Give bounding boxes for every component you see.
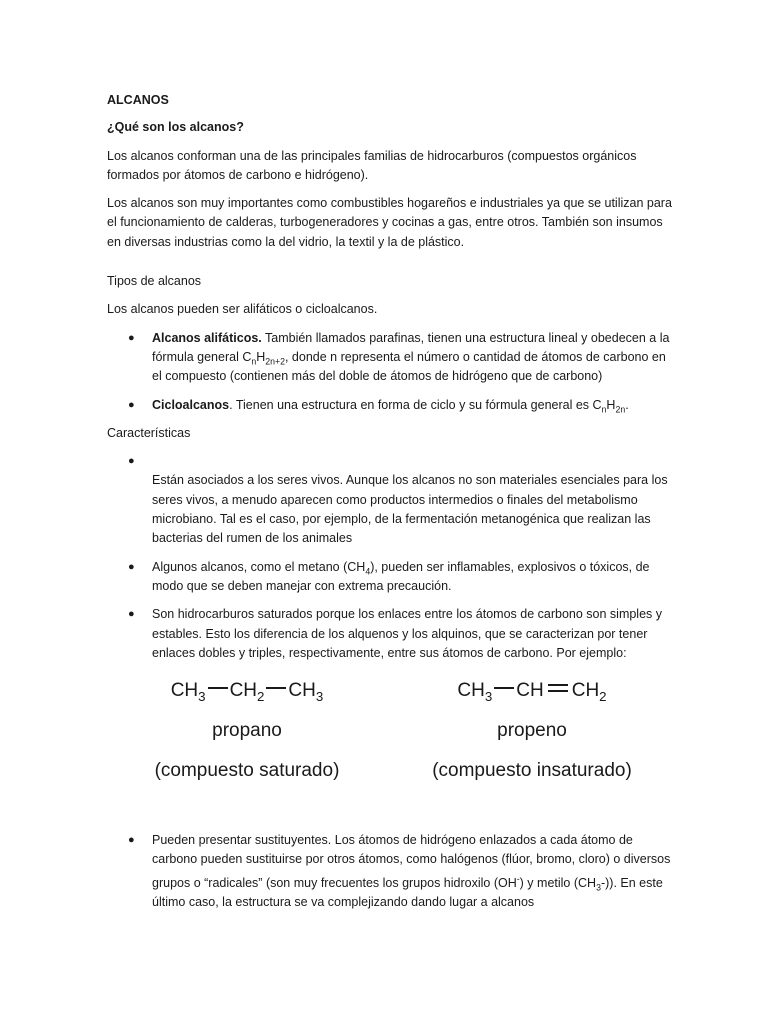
- propano-structure: [142, 679, 352, 783]
- propeno-structure: [417, 679, 647, 783]
- list-item: [107, 396, 672, 415]
- bullet-icon: ●: [128, 398, 135, 411]
- bullet-icon: ●: [128, 455, 135, 468]
- intro-paragraph-2: Los alcanos son muy importantes como combustibles hogareños e industriales ya que se utilizan para el funcionamiento de calderas, turbogeneradores y cocinas a gas, entre otros. También son insumos en diversas industrias como la del vidrio, la textil y la de plástico.: [107, 196, 672, 249]
- list-item: [107, 452, 672, 548]
- tipos-heading: Tipos de alcanos: [107, 274, 202, 289]
- single-bond: [208, 687, 228, 689]
- tipos-list: [107, 329, 672, 415]
- formula-subscript: 2n+2: [265, 356, 285, 367]
- bullet-icon: ●: [128, 560, 135, 573]
- bullet-icon: ●: [128, 834, 135, 847]
- cicloalcanos-term: Cicloalcanos: [152, 397, 230, 412]
- document-heading: ALCANOS: [107, 93, 169, 107]
- formula-h: H: [256, 349, 266, 364]
- formula-subscript: n: [601, 404, 607, 415]
- alifaticos-text-end: , donde n representa el número o cantidad de átomos de carbono en el compuesto (contienen más del doble de átomos de hidrógeno que de carbono): [152, 349, 666, 384]
- caracteristica-1-text: Están asociados a los seres vivos. Aunque los alcanos no son materiales esenciales para los seres vivos, a menudo aparecen como productos intermedios o finales del metabolismo microbiano. Tal es el caso, por ejemplo, de la fermentación metanogénica que realizan las bacterias del rumen de los animales: [152, 473, 668, 546]
- caracteristica-2-text-end: ), pueden ser inflamables, explosivos o tóxicos, de modo que se deben manejar con extrema precaución.: [152, 559, 650, 593]
- single-bond: [266, 687, 286, 689]
- propano-name: propano: [212, 720, 282, 742]
- formula-subscript: 3: [596, 882, 601, 893]
- caracteristica-2-text: Algunos alcanos, como el metano (CH: [152, 559, 366, 574]
- double-bond: [548, 684, 568, 692]
- propano-caption: (compuesto saturado): [154, 760, 340, 782]
- propeno-name: propeno: [497, 720, 567, 742]
- formula-subscript: n: [251, 356, 257, 367]
- intro-paragraph-1: Los alcanos conforman una de las principales familias de hidrocarburos (compuestos orgánicos formados por átomos de carbono e hidrógeno).: [107, 148, 637, 182]
- propeno-caption: (compuesto insaturado): [432, 760, 632, 782]
- caracteristica-4-text-end: -)). En este último caso, la estructura se va complejizando dando lugar a alcanos: [152, 875, 663, 910]
- caracteristicas-list-continued: [107, 831, 672, 912]
- formula-subscript: 4: [365, 566, 371, 577]
- single-bond: [494, 687, 514, 689]
- formula-end: .: [625, 397, 629, 412]
- tipos-intro: Los alcanos pueden ser alifáticos o cicloalcanos.: [107, 302, 378, 317]
- caracteristica-3-text: Son hidrocarburos saturados porque los enlaces entre los átomos de carbono son simples y estables. Esto los diferencia de los alquenos y los alquinos, que se caracterizan por tener enlaces dobles y triples, respectivamente, entre sus átomos de carbono. Por ejemplo:: [152, 607, 663, 660]
- propano-formula: $CH_3$ $CH_2$ $CH_3$: [170, 680, 324, 704]
- list-item: [107, 605, 672, 663]
- bullet-icon: ●: [128, 331, 135, 344]
- caracteristicas-heading: Características: [107, 425, 191, 440]
- document-body: [107, 91, 672, 912]
- propeno-formula: $CH_3$ CH $CH_2$: [457, 680, 607, 704]
- formula-subscript: 2n: [615, 404, 626, 415]
- list-item: [107, 558, 672, 597]
- bullet-icon: ●: [128, 608, 135, 621]
- formula-h: H: [606, 397, 616, 412]
- caracteristicas-list: [107, 452, 672, 663]
- formula-superscript: -: [516, 873, 520, 884]
- cicloalcanos-text: . Tienen una estructura en forma de ciclo y su fórmula general es C: [229, 397, 602, 412]
- question-heading: ¿Qué son los alcanos?: [107, 120, 244, 135]
- formulas-figure: [67, 679, 677, 809]
- list-item: [107, 831, 672, 912]
- alifaticos-term: Alcanos alifáticos.: [152, 330, 262, 345]
- alifaticos-text: También llamados parafinas, tienen una estructura lineal y obedecen a la fórmula general C: [152, 330, 670, 364]
- caracteristica-4-text-mid: ) y metilo (CH: [519, 875, 597, 890]
- caracteristica-4-text: Pueden presentar sustituyentes. Los átomos de hidrógeno enlazados a cada átomo de carbono pueden sustituirse por otros átomos, como halógenos (flúor, bromo, cloro) o diversos grupos o “radicales” (son muy frecuentes los grupos hidroxilo (OH: [152, 833, 671, 890]
- list-item: [107, 329, 672, 387]
